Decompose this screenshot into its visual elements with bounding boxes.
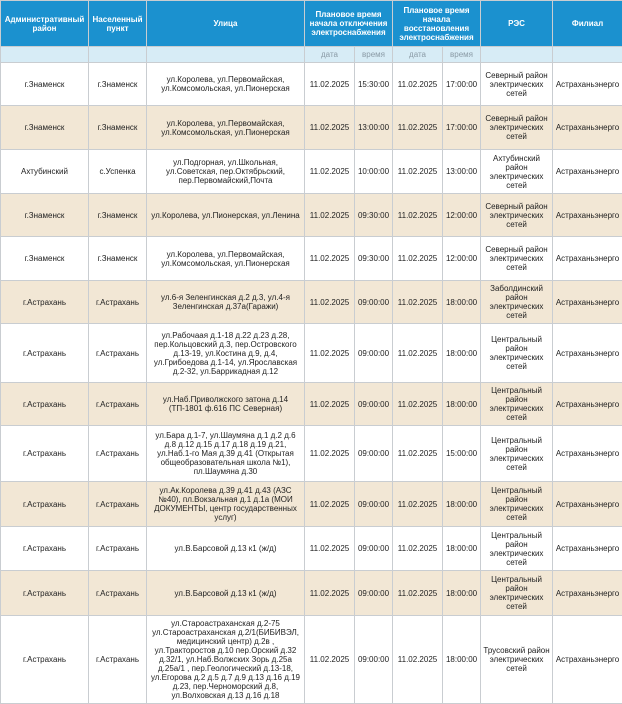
cell-on-time: 17:00:00: [443, 63, 481, 106]
cell-on-time: 17:00:00: [443, 106, 481, 150]
cell-street: ул.В.Барсовой д.13 к1 (ж/д): [147, 527, 305, 571]
subheader-off-time: время: [355, 47, 393, 63]
cell-on-time: 13:00:00: [443, 150, 481, 194]
cell-district: г.Астрахань: [1, 281, 89, 324]
cell-branch: Астраханьэнерго: [553, 527, 622, 571]
table-row: [1, 324, 622, 383]
table-row: [1, 482, 622, 527]
cell-off-time: 09:30:00: [355, 194, 393, 237]
cell-off-time: 09:00:00: [355, 281, 393, 324]
cell-off-date: 11.02.2025: [305, 194, 355, 237]
cell-on-date: 11.02.2025: [393, 106, 443, 150]
cell-off-time: 13:00:00: [355, 106, 393, 150]
cell-on-date: 11.02.2025: [393, 237, 443, 281]
header-street: Улица: [147, 1, 305, 47]
cell-res: Центральный район электрических сетей: [481, 383, 553, 426]
cell-res: Северный район электрических сетей: [481, 106, 553, 150]
header-locality: Населенный пункт: [89, 1, 147, 47]
cell-branch: Астраханьэнерго: [553, 281, 622, 324]
cell-district: г.Астрахань: [1, 324, 89, 383]
subheader-row: [1, 47, 622, 63]
cell-on-time: 18:00:00: [443, 571, 481, 616]
cell-off-time: 09:00:00: [355, 324, 393, 383]
cell-street: ул.Староастраханская д.2-75 ул.Староастраханская д.2/1(БИБИВЭЛ, медицинский центр) д.2в , ул.Тракторостов д.10 пер.Орский д.32 д.32/1, ул.Наб.Волжских Зорь д.25а д.25а/1 , пер.Геологический д.13-18, ул.Егорова д.2 д.5 д.7 д.9 д.13 д.16 д.19 д.23, пер.Черноморский д.8, ул.Волховская д.13 д.16 д.18: [147, 616, 305, 704]
cell-off-date: 11.02.2025: [305, 63, 355, 106]
header-on-time: Плановое время начала восстановления электроснабжения: [393, 1, 481, 47]
cell-off-time: 09:30:00: [355, 237, 393, 281]
cell-locality: г.Астрахань: [89, 281, 147, 324]
cell-res: Северный район электрических сетей: [481, 237, 553, 281]
table-row: [1, 616, 622, 704]
table-row: [1, 426, 622, 482]
cell-off-date: 11.02.2025: [305, 324, 355, 383]
cell-branch: Астраханьэнерго: [553, 482, 622, 527]
subheader-empty: [147, 47, 305, 63]
cell-res: Центральный район электрических сетей: [481, 482, 553, 527]
cell-street: ул.6-я Зеленгинская д.2 д.3, ул.4-я Зеленгинская д.37а(Гаражи): [147, 281, 305, 324]
header-district: Административный район: [1, 1, 89, 47]
cell-locality: г.Астрахань: [89, 426, 147, 482]
cell-on-time: 15:00:00: [443, 426, 481, 482]
header-row: [1, 1, 622, 47]
table-row: [1, 194, 622, 237]
cell-on-time: 18:00:00: [443, 482, 481, 527]
cell-locality: г.Астрахань: [89, 482, 147, 527]
table-row: [1, 106, 622, 150]
cell-on-time: 18:00:00: [443, 281, 481, 324]
table-row: [1, 383, 622, 426]
cell-off-time: 09:00:00: [355, 527, 393, 571]
cell-off-date: 11.02.2025: [305, 383, 355, 426]
cell-branch: Астраханьэнерго: [553, 571, 622, 616]
cell-locality: г.Астрахань: [89, 383, 147, 426]
cell-res: Северный район электрических сетей: [481, 194, 553, 237]
cell-branch: Астраханьэнерго: [553, 63, 622, 106]
cell-on-time: 12:00:00: [443, 237, 481, 281]
subheader-empty: [481, 47, 553, 63]
table-row: [1, 571, 622, 616]
cell-branch: Астраханьэнерго: [553, 106, 622, 150]
cell-street: ул.Королева, ул.Первомайская, ул.Комсомольская, ул.Пионерская: [147, 237, 305, 281]
subheader-off-date: дата: [305, 47, 355, 63]
cell-off-time: 10:00:00: [355, 150, 393, 194]
subheader-empty: [89, 47, 147, 63]
cell-branch: Астраханьэнерго: [553, 616, 622, 704]
cell-on-date: 11.02.2025: [393, 527, 443, 571]
cell-street: ул.Наб.Приволжского затона д.14 (ТП-1801 ф.616 ПС Северная): [147, 383, 305, 426]
cell-on-date: 11.02.2025: [393, 383, 443, 426]
table-row: [1, 281, 622, 324]
cell-locality: г.Знаменск: [89, 194, 147, 237]
cell-district: г.Знаменск: [1, 63, 89, 106]
cell-res: Центральный район электрических сетей: [481, 527, 553, 571]
table-row: [1, 63, 622, 106]
cell-off-time: 09:00:00: [355, 616, 393, 704]
cell-street: ул.Ак.Королева д.39 д.41 д.43 (АЗС №40), пл.Вокзальная д.1 д.1а (МОИ ДОКУМЕНТЫ, центр государственных услуг): [147, 482, 305, 527]
cell-street: ул.Бара д.1-7, ул.Шаумяна д.1 д.2 д.6 д.8 д.12 д.15 д.17 д.18 д.19 д.21, ул.Наб.1-го Мая д.39 д.41 (Открытая общеобразовательная школа №1), пл.Шаумяна д.30: [147, 426, 305, 482]
cell-off-date: 11.02.2025: [305, 616, 355, 704]
cell-street: ул.Королева, ул.Первомайская, ул.Комсомольская, ул.Пионерская: [147, 63, 305, 106]
cell-off-time: 09:00:00: [355, 426, 393, 482]
cell-locality: г.Знаменск: [89, 237, 147, 281]
cell-on-date: 11.02.2025: [393, 616, 443, 704]
table-row: [1, 237, 622, 281]
cell-on-date: 11.02.2025: [393, 571, 443, 616]
cell-off-date: 11.02.2025: [305, 482, 355, 527]
cell-on-date: 11.02.2025: [393, 281, 443, 324]
cell-district: г.Знаменск: [1, 237, 89, 281]
cell-on-time: 18:00:00: [443, 616, 481, 704]
cell-district: г.Астрахань: [1, 571, 89, 616]
cell-off-date: 11.02.2025: [305, 281, 355, 324]
cell-on-date: 11.02.2025: [393, 150, 443, 194]
cell-off-time: 15:30:00: [355, 63, 393, 106]
cell-district: г.Знаменск: [1, 106, 89, 150]
cell-on-time: 18:00:00: [443, 527, 481, 571]
cell-locality: г.Астрахань: [89, 324, 147, 383]
cell-on-date: 11.02.2025: [393, 324, 443, 383]
cell-on-date: 11.02.2025: [393, 194, 443, 237]
cell-off-date: 11.02.2025: [305, 571, 355, 616]
cell-off-time: 09:00:00: [355, 383, 393, 426]
cell-locality: г.Астрахань: [89, 527, 147, 571]
cell-locality: г.Знаменск: [89, 106, 147, 150]
cell-branch: Астраханьэнерго: [553, 150, 622, 194]
cell-off-date: 11.02.2025: [305, 150, 355, 194]
cell-branch: Астраханьэнерго: [553, 426, 622, 482]
table-row: [1, 150, 622, 194]
cell-district: г.Астрахань: [1, 383, 89, 426]
cell-branch: Астраханьэнерго: [553, 237, 622, 281]
cell-locality: г.Астрахань: [89, 571, 147, 616]
cell-street: ул.Подгорная, ул.Школьная, ул.Советская, пер.Октябрьский, пер.Первомайский,Почта: [147, 150, 305, 194]
cell-district: Ахтубинский: [1, 150, 89, 194]
cell-branch: Астраханьэнерго: [553, 383, 622, 426]
cell-locality: г.Астрахань: [89, 616, 147, 704]
cell-on-time: 18:00:00: [443, 383, 481, 426]
cell-on-date: 11.02.2025: [393, 63, 443, 106]
cell-district: г.Астрахань: [1, 527, 89, 571]
subheader-on-time: время: [443, 47, 481, 63]
header-off-time: Плановое время начала отключения электроснабжения: [305, 1, 393, 47]
subheader-empty: [1, 47, 89, 63]
cell-off-time: 09:00:00: [355, 482, 393, 527]
cell-district: г.Астрахань: [1, 426, 89, 482]
cell-on-time: 12:00:00: [443, 194, 481, 237]
cell-district: г.Знаменск: [1, 194, 89, 237]
cell-locality: г.Знаменск: [89, 63, 147, 106]
cell-off-date: 11.02.2025: [305, 237, 355, 281]
cell-res: Трусовский район электрических сетей: [481, 616, 553, 704]
cell-street: ул.Королева, ул.Пионерская, ул.Ленина: [147, 194, 305, 237]
cell-res: Северный район электрических сетей: [481, 63, 553, 106]
subheader-empty: [553, 47, 622, 63]
cell-on-time: 18:00:00: [443, 324, 481, 383]
cell-off-time: 09:00:00: [355, 571, 393, 616]
cell-off-date: 11.02.2025: [305, 106, 355, 150]
cell-branch: Астраханьэнерго: [553, 194, 622, 237]
cell-on-date: 11.02.2025: [393, 426, 443, 482]
cell-res: Заболдинский район электрических сетей: [481, 281, 553, 324]
table-row: [1, 527, 622, 571]
header-res: РЭС: [481, 1, 553, 47]
cell-res: Ахтубинский район электрических сетей: [481, 150, 553, 194]
cell-district: г.Астрахань: [1, 616, 89, 704]
cell-street: ул.Рабочаая д.1-18 д.22 д.23 д.28, пер.Кольцовский д.3, пер.Островского д.13-19, ул.Костина д.9, д.4, ул.Грибоедова д.1-14, ул.Ярославская д.2-32, ул.Баррикадная д.12: [147, 324, 305, 383]
cell-locality: с.Успенка: [89, 150, 147, 194]
subheader-on-date: дата: [393, 47, 443, 63]
cell-off-date: 11.02.2025: [305, 527, 355, 571]
cell-branch: Астраханьэнерго: [553, 324, 622, 383]
cell-res: Центральный район электрических сетей: [481, 426, 553, 482]
cell-street: ул.В.Барсовой д.13 к1 (ж/д): [147, 571, 305, 616]
header-branch: Филиал: [553, 1, 622, 47]
cell-district: г.Астрахань: [1, 482, 89, 527]
cell-on-date: 11.02.2025: [393, 482, 443, 527]
cell-street: ул.Королева, ул.Первомайская, ул.Комсомольская, ул.Пионерская: [147, 106, 305, 150]
cell-res: Центральный район электрических сетей: [481, 324, 553, 383]
cell-off-date: 11.02.2025: [305, 426, 355, 482]
cell-res: Центральный район электрических сетей: [481, 571, 553, 616]
